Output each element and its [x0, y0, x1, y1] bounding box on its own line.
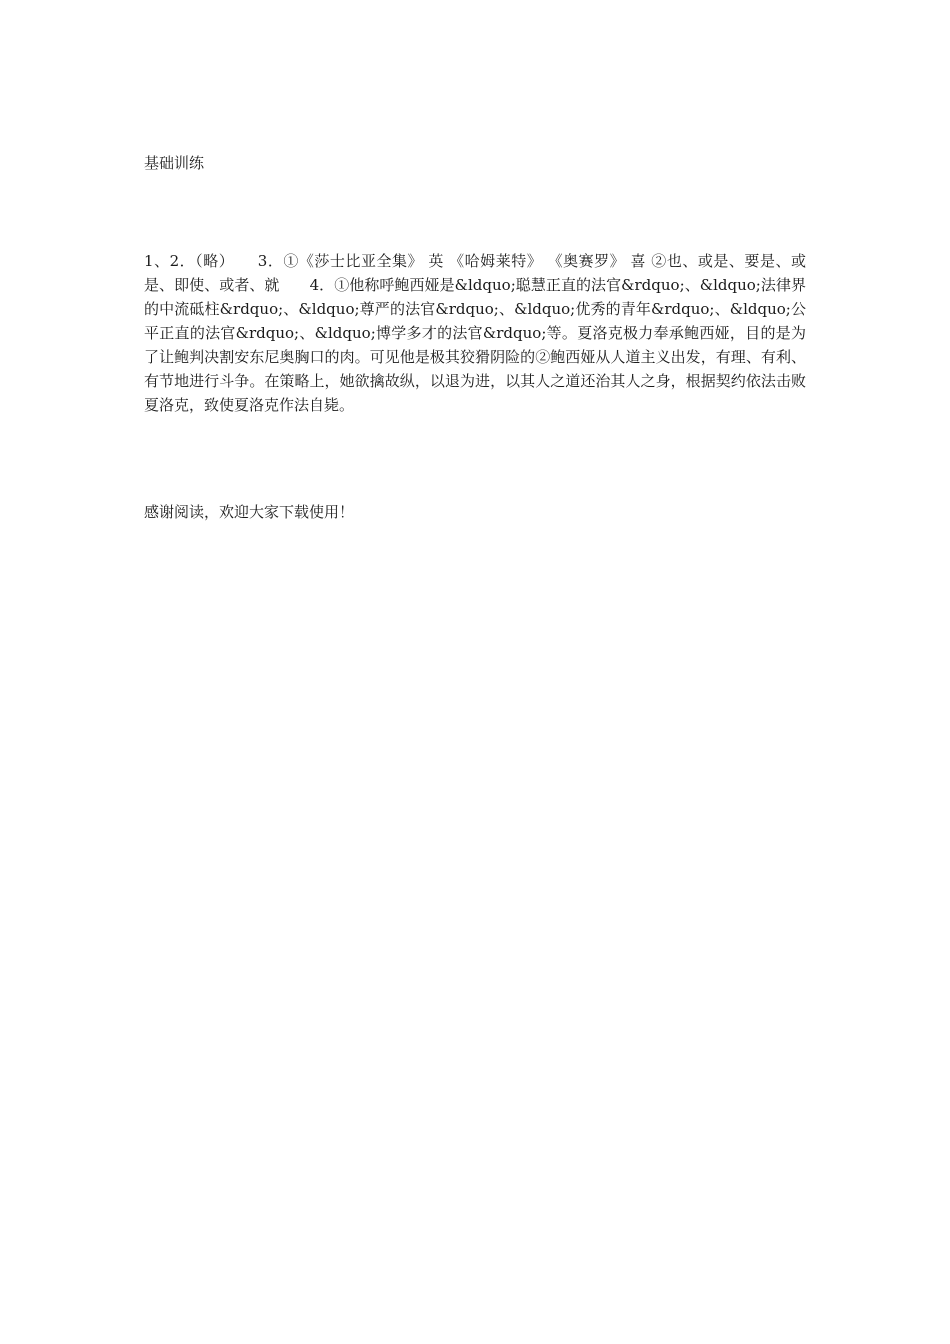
section-heading: 基础训练 [144, 154, 205, 172]
answer-paragraph: 1、2．（略） 3．①《莎士比亚全集》 英 《哈姆莱特》 《奥赛罗》 喜 ②也、或是、要是、或是、即使、或者、就 4．①他称呼鲍西娅是&ldquo;聪慧正直的法官&rdquo;、&ldquo;法律界的中流砥柱&rdquo;、&ldquo;尊严的法官&rdquo;、&ldquo;优秀的青年&rdquo;、&ldquo;公平正直的法官&rdquo;、&ldquo;博学多才的法官&rdquo;等。夏洛克极力奉承鲍西娅，目的是为了让鲍判决割安东尼奥胸口的肉。可见他是极其狡猾阴险的②鲍西娅从人道主义出发，有理、有利、有节地进行斗争。在策略上，她欲擒故纵，以退为进，以其人之道还治其人之身，根据契约依法击败夏洛克，致使夏洛克作法自毙。 [144, 252, 806, 414]
closing-note: 感谢阅读，欢迎大家下载使用！ [144, 503, 355, 521]
